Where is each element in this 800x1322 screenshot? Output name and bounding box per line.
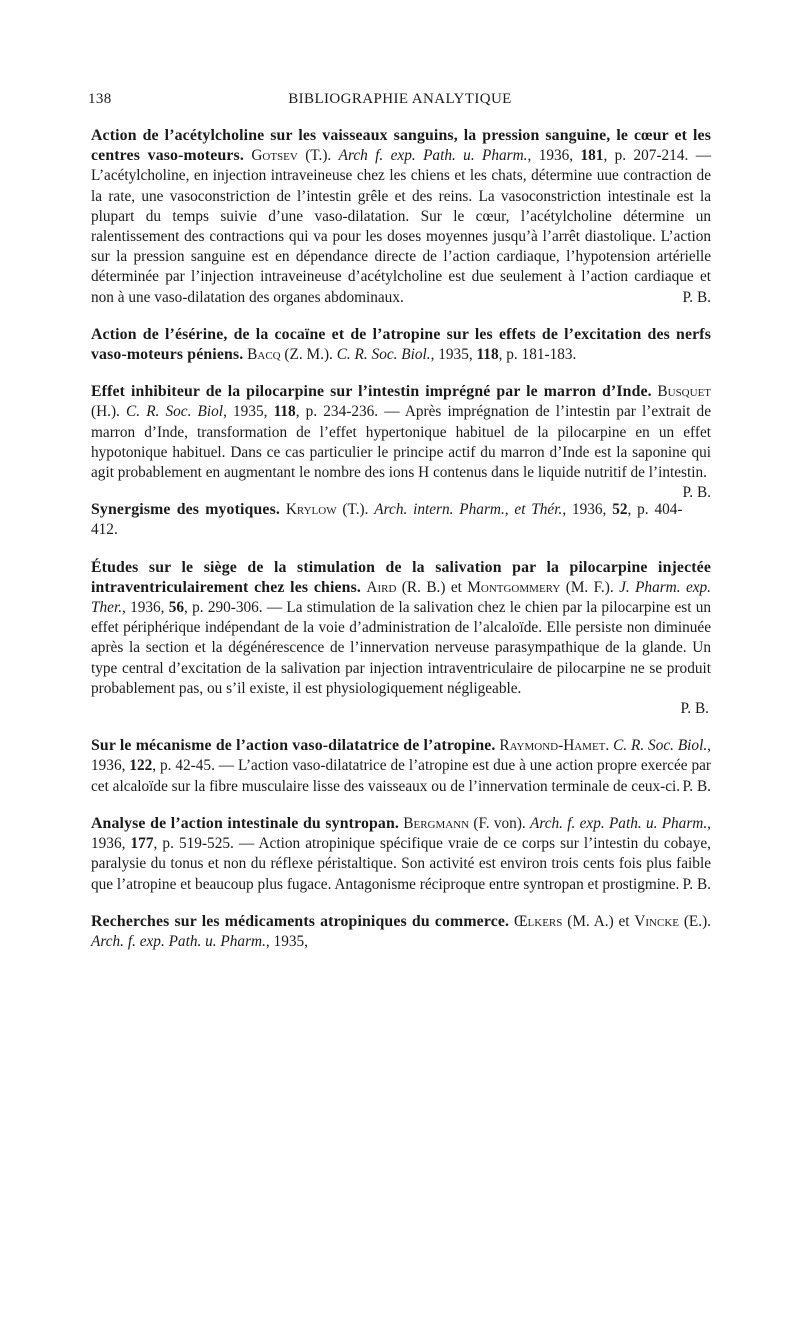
entry-initials: (T.). (336, 501, 375, 519)
entry-journal: C. R. Soc. Biol (126, 403, 224, 421)
entry-journal: C. R. Soc. Biol. (336, 346, 431, 364)
entry-author: Gotsev (251, 147, 298, 165)
entry-journal: Arch. f. exp. Path. u. Pharm. (530, 814, 708, 832)
entry-summary: — Action atropinique spécifique vraie de ce corps sur l’intestin du cobaye, paralysie du tonus et non du réflexe péristaltique. Son activité est environ trois cents fois plus faible que l’atropine et beaucoup plus fugace. Antagonisme réciproque entre syntropan et prostigmine. (91, 835, 711, 893)
entry-initials: (R. B.) et (396, 578, 468, 596)
entry-pages: , p. 404-412. (91, 501, 683, 539)
entry-volume: 118 (273, 403, 296, 421)
entry-year: , 1936, (562, 501, 613, 519)
entry-summary: — Après imprégnation de l’intestin par l’extrait de marron d’Inde, transformation de l’effet hypertonique habituel de la pilocarpine en un effet hypotonique habituel. Dans ce cas particulier le principe actif du marron d’Inde est la saponine qui agit probablement en augmentant le nombre des ions H contenus dans le liquide nutritif de l’intestin. (91, 403, 711, 482)
entry-pages: , p. 42-45. (152, 757, 215, 775)
entry-volume: 52 (612, 501, 628, 519)
running-header (88, 91, 712, 113)
entry-volume: 56 (168, 599, 185, 617)
entry-title: Analyse de l’action intestinale du syntropan. (91, 814, 400, 832)
entry-initials: (M. A.) et (562, 912, 635, 930)
entry-signature: P. B. (682, 288, 711, 306)
entry-author: Œlkers (513, 912, 563, 930)
entry-journal: J. Pharm. exp. Ther. (91, 578, 711, 617)
bibliography-entry (91, 126, 711, 308)
entry-title: Effet inhibiteur de la pilocarpine sur l’intestin imprégné par le marron d’Inde. (91, 383, 652, 401)
entry-initials-2: (M. F.). (560, 578, 620, 596)
entry-signature: P. B. (682, 777, 711, 795)
entry-volume: 118 (476, 346, 499, 364)
entry-year: , 1936, (91, 737, 711, 775)
entry-signature: P. B. (682, 484, 711, 502)
entry-year: , 1936, (527, 147, 581, 165)
entry-summary: — L’acétylcholine, en injection intraveineuse chez les chiens et les chats, détermine uue contraction de la rate, une vasoconstriction de l’intestin grêle et des reins. La vasoconstriction intestinale est la plupart du temps suivie d’une vaso-dilatation. Sur le cœur, l’acétylcholine détermine un ralentissement des contractions qui va pour les doses moyennes jusqu’à l’arrêt diastolique. L’action sur la pression sanguine est en dépendance directe de l’action cardiaque, l’hypotension artérielle déterminée par l’injection intraveineuse d’acétylcholine est due seulement à l’action cardiaque et non à une vaso-dilatation des organes abdominaux. (91, 147, 711, 306)
entry-year: , 1935, (430, 346, 477, 364)
entry-initials: (T.). (297, 147, 339, 165)
running-title: BIBLIOGRAPHIE ANALYTIQUE (288, 91, 512, 107)
entry-journal: C. R. Soc. Biol. (613, 737, 708, 755)
bibliography-body (91, 126, 711, 969)
entry-initials: (H.). (91, 403, 127, 421)
entry-journal: Arch. f. exp. Path. u. Pharm. (91, 932, 266, 950)
bibliography-entry (91, 736, 711, 797)
entry-initials-2: (E.). (679, 912, 711, 930)
entry-title: Action de l’ésérine, de la cocaïne et de l’atropine sur les effets de l’excitation des nerfs vaso-moteurs péniens. (91, 325, 711, 364)
entry-journal: Arch f. exp. Path. u. Pharm. (338, 147, 528, 165)
entry-author: Krylow (285, 501, 337, 519)
entry-author: Bergmann (403, 814, 470, 832)
entry-year: , 1935, (223, 403, 274, 421)
bibliography-entry (91, 558, 711, 720)
entry-journal: Arch. intern. Pharm., et Thér. (374, 501, 563, 519)
entry-year: , 1936, (91, 814, 711, 853)
entry-volume: 181 (580, 147, 604, 165)
entry-author: Aird (366, 578, 397, 596)
entry-pages: , p. 207-214. (603, 147, 689, 165)
entry-volume: 177 (130, 835, 154, 853)
entry-pages: , p. 519-525. (153, 835, 234, 853)
entry-initials: (F. von). (469, 814, 531, 832)
entry-author-2: Vincke (634, 912, 679, 930)
entry-pages: , p. 290-306. (184, 599, 263, 617)
bibliography-entry (91, 912, 711, 952)
bibliography-entry (91, 500, 711, 540)
entry-initials: . (605, 737, 614, 755)
entry-signature: P. B. (682, 875, 711, 893)
bibliography-entry (91, 325, 711, 365)
entry-year: , 1935, (265, 932, 308, 950)
entry-title: Sur le mécanisme de l’action vaso-dilatatrice de l’atropine. (91, 737, 496, 755)
entry-year: , 1936, (122, 599, 169, 617)
entry-author: Bacq (247, 346, 281, 364)
entry-title: Action de l’acétylcholine sur les vaisseaux sanguins, la pression sanguine, le cœur et les centres vaso-moteurs. (91, 127, 711, 165)
entry-author-2: Montgommery (467, 578, 561, 596)
page-number: 138 (88, 91, 112, 107)
entry-summary: — L’action vaso-dilatatrice de l’atropine est due à une action propre exercée par cet alcaloïde sur la fibre musculaire lisse des vaisseaux ou de l’innervation terminale de ceux-ci. (91, 757, 711, 795)
entry-title: Recherches sur les médicaments atropiniques du commerce. (91, 912, 510, 930)
entry-author: Raymond-Hamet (499, 737, 606, 755)
entry-title: Synergisme des myotiques. (91, 501, 280, 519)
entry-initials: (Z. M.). (280, 346, 337, 364)
entry-title: Études sur le siège de la stimulation de la salivation par la pilocarpine injectée intraventriculairement chez les chiens. (91, 558, 711, 596)
entry-volume: 122 (129, 757, 153, 775)
bibliography-entry (91, 814, 711, 895)
entry-pages: , p. 181-183. (498, 346, 577, 364)
entry-signature: P. B. (680, 700, 709, 718)
entry-author: Busquet (657, 383, 712, 401)
entry-pages: , p. 234-236. (295, 403, 379, 421)
entry-summary: — La stimulation de la salivation chez le chien par la pilocarpine est un effet périphérique indépendant de la voie d’administration de l’alcaloïde. Elle persiste non diminuée après la section et la dégénérescence de l’innervation nerveuse parasympathique de la glande. Un type central d’excitation de la salivation par injection intraventriculaire de pilocarpine ne se produit probablement pas, ou s’il existe, il est physiologiquement négligeable. (91, 599, 711, 697)
bibliography-entry (91, 382, 712, 502)
